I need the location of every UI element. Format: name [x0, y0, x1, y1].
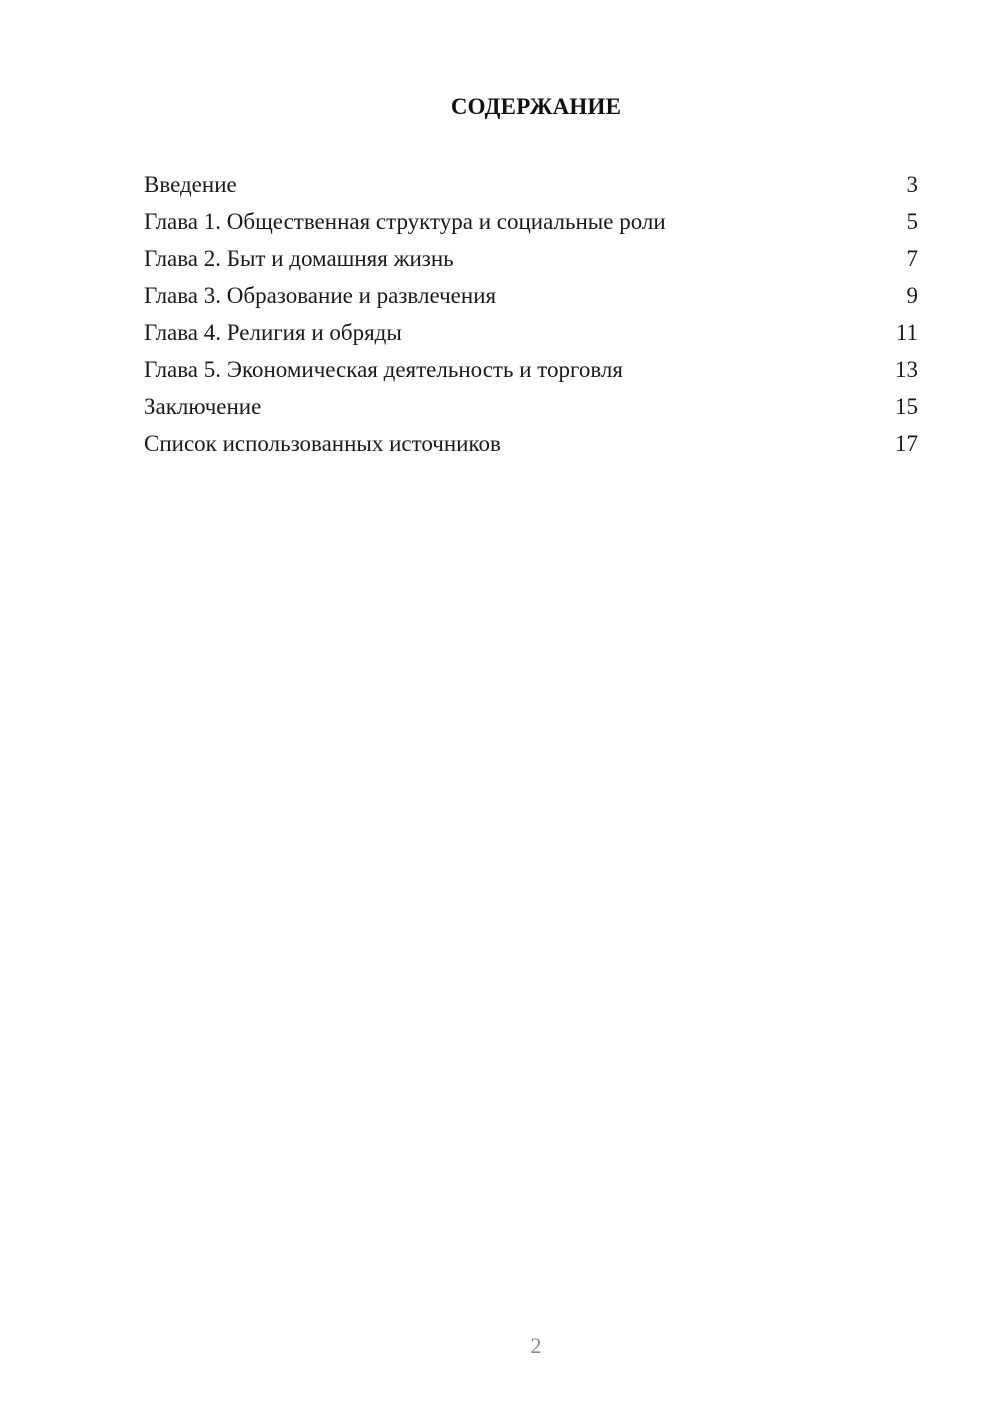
toc-item-chapter-1[interactable] — [144, 205, 918, 242]
toc-item-page: 11 — [895, 320, 918, 345]
toc-item-page: 7 — [906, 246, 918, 271]
toc-list — [144, 168, 918, 464]
toc-item-label: Глава 3. Образование и развлечения — [144, 283, 497, 308]
toc-item-label: Глава 2. Быт и домашняя жизнь — [144, 246, 454, 271]
toc-item-page: 5 — [906, 209, 918, 234]
toc-item-page: 3 — [906, 172, 918, 197]
toc-item-label: Глава 1. Общественная структура и социальные роли — [144, 209, 666, 234]
toc-item-chapter-4[interactable] — [144, 316, 918, 353]
toc-item-label: Глава 4. Религия и обряды — [144, 320, 402, 345]
toc-item-conclusion[interactable] — [144, 390, 918, 427]
toc-item-page: 15 — [895, 394, 918, 419]
toc-item-page: 17 — [895, 431, 918, 456]
toc-item-label: Заключение — [144, 394, 262, 419]
toc-item-introduction[interactable] — [144, 168, 918, 205]
toc-item-label: Введение — [144, 172, 237, 197]
toc-item-page: 13 — [895, 357, 918, 382]
toc-item-chapter-2[interactable] — [144, 242, 918, 279]
toc-item-page: 9 — [906, 283, 918, 308]
toc-item-chapter-3[interactable] — [144, 279, 918, 316]
toc-item-label: Глава 5. Экономическая деятельность и торговля — [144, 357, 623, 382]
toc-item-chapter-5[interactable] — [144, 353, 918, 390]
toc-title: СОДЕРЖАНИЕ — [450, 94, 622, 119]
toc-item-label: Список использованных источников — [144, 431, 501, 456]
page-number: 2 — [530, 1333, 542, 1358]
toc-item-references[interactable] — [144, 427, 918, 464]
